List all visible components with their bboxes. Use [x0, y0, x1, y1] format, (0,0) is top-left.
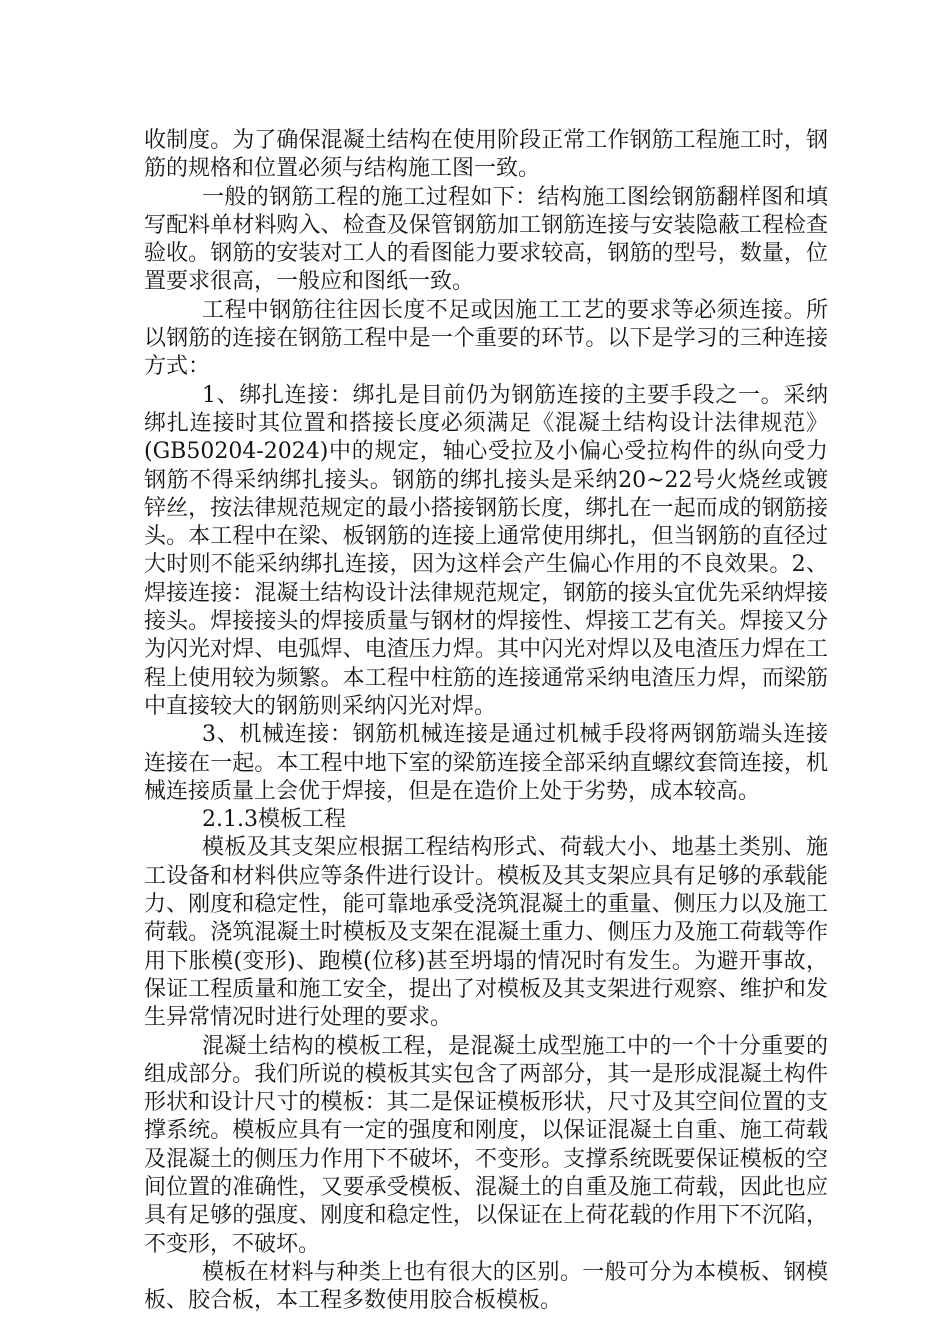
- paragraph-formwork-components: 混凝土结构的模板工程，是混凝土成型施工中的一个十分重要的组成部分。我们所说的模板其实包含了两部分，其一是形成混凝土构件形状和设计尺寸的模板：其二是保证模板形状，尺寸及其空间位置的支撑系统。模板应具有一定的强度和刚度，以保证混凝土自重、施工荷载及混凝土的侧压力作用下不破坏，不变形。支撑系统既要保证模板的空间位置的准确性，又要承受模板、混凝土的自重及施工荷载，因此也应具有足够的强度、刚度和稳定性，以保证在上荷花载的作用下不沉陷，不变形，不破坏。: [144, 1033, 828, 1257]
- paragraph-rebar-process: 一般的钢筋工程的施工过程如下：结构施工图绘钢筋翻样图和填写配料单材料购入、检查及保管钢筋加工钢筋连接与安装隐蔽工程检查验收。钢筋的安装对工人的看图能力要求较高，钢筋的型号，数量，位置要求很高，一般应和图纸一致。: [144, 184, 828, 295]
- paragraph-continuation: 收制度。为了确保混凝土结构在使用阶段正常工作钢筋工程施工时，钢筋的规格和位置必须与结构施工图一致。: [144, 128, 828, 182]
- document-body: [144, 127, 828, 1315]
- section-heading-formwork: 2.1.3模板工程: [202, 807, 346, 833]
- paragraph-formwork-types: 模板在材料与种类上也有很大的区别。一般可分为本模板、钢模板、胶合板，本工程多数使用胶合板模板。: [144, 1259, 828, 1314]
- paragraph-rebar-connection-intro: 工程中钢筋往往因长度不足或因施工工艺的要求等必须连接。所以钢筋的连接在钢筋工程中是一个重要的环节。以下是学习的三种连接方式：: [144, 297, 828, 380]
- paragraph-binding-welding: 1、绑扎连接：绑扎是目前仍为钢筋连接的主要手段之一。采纳绑扎连接时其位置和搭接长度必须满足《混凝土结构设计法律规范》(GB50204-2024)中的规定，轴心受拉及小偏心受拉构件的纵向受力钢筋不得采纳绑扎接头。钢筋的绑扎接头是采纳20~22号火烧丝或镀锌丝，按法律规范规定的最小搭接钢筋长度，绑扎在一起而成的钢筋接头。本工程中在梁、板钢筋的连接上通常使用绑扎，但当钢筋的直径过大时则不能采纳绑扎连接，因为这样会产生偏心作用的不良效果。2、焊接连接：混凝土结构设计法律规范规定，钢筋的接头宜优先采纳焊接接头。焊接接头的焊接质量与钢材的焊接性、焊接工艺有关。焊接又分为闪光对焊、电弧焊、电渣压力焊。其中闪光对焊以及电渣压力焊在工程上使用较为频繁。本工程中柱筋的连接通常采纳电渣压力焊，而梁筋中直接较大的钢筋则采纳闪光对焊。: [144, 382, 828, 719]
- paragraph-formwork-design: 模板及其支架应根据工程结构形式、荷载大小、地基土类别、施工设备和材料供应等条件进行设计。模板及其支架应具有足够的承载能力、刚度和稳定性，能可靠地承受浇筑混凝土的重量、侧压力以及施工荷载。浇筑混凝土时模板及支架在混凝土重力、侧压力及施工荷载等作用下胀模(变形)、跑模(位移)甚至坍塌的情况时有发生。为避开事故，保证工程质量和施工安全，提出了对模板及其支架进行观察、维护和发生异常情况时进行处理的要求。: [144, 835, 828, 1031]
- paragraph-mechanical-connection: 3、机械连接：钢筋机械连接是通过机械手段将两钢筋端头连接连接在一起。本工程中地下室的梁筋连接全部采纳直螺纹套筒连接，机械连接质量上会优于焊接，但是在造价上处于劣势，成本较高。: [144, 722, 828, 804]
